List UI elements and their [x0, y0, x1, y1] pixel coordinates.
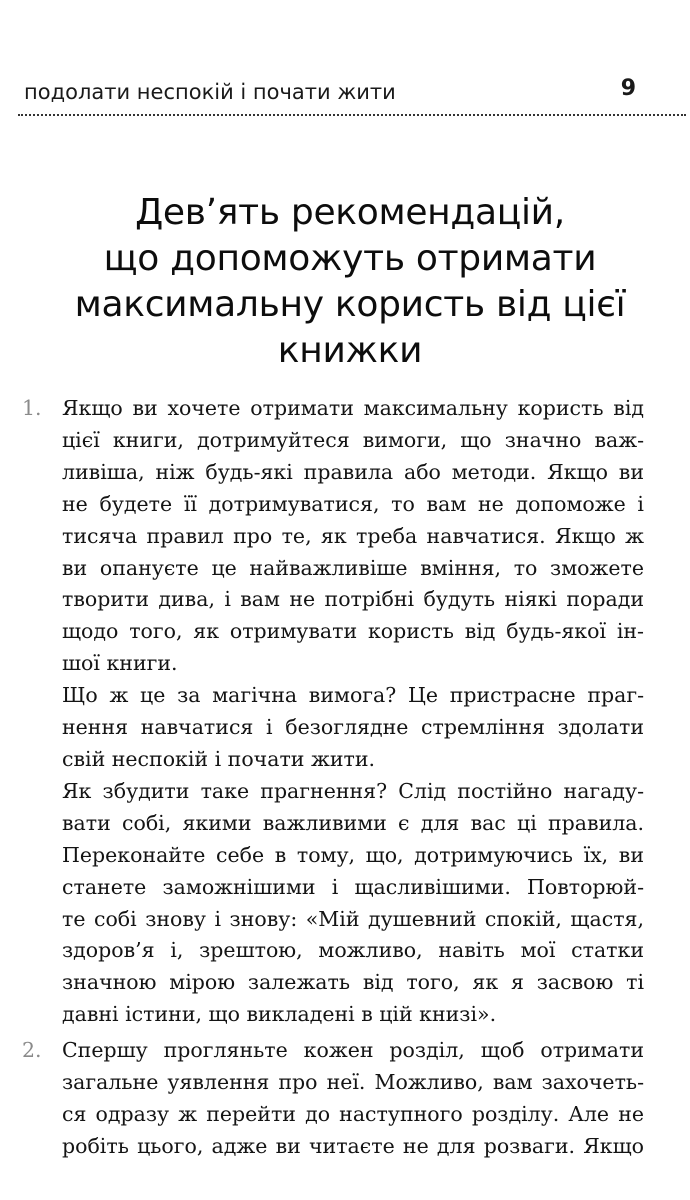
- text-line: вати собі, якими важливими є для вас ці правила.: [62, 810, 644, 835]
- chapter-title-line: книжки: [277, 330, 423, 371]
- text-line: здоров’я і, зрештою, можливо, навіть мої статки: [62, 938, 644, 963]
- text-line: ся одразу ж перейти до наступного розділу. Але не: [62, 1101, 644, 1126]
- text-line: Якщо ви хочете отримати максимальну користь від: [62, 396, 644, 420]
- text-line: цієї книги, дотримуйтеся вимоги, що значно важ-: [62, 427, 644, 452]
- text-line: станете заможнішими і щасливішими. Повторюй-: [62, 874, 644, 899]
- recommendation-item-1: [14, 393, 644, 1031]
- text-line: Що ж це за магічна вимога? Це пристрасне праг-: [62, 683, 644, 708]
- page-number: 9: [620, 76, 636, 101]
- body-text: [14, 393, 644, 1163]
- header-dotted-rule: [18, 114, 686, 116]
- text-line: ливіша, ніж будь-які правила або методи. Якщо ви: [62, 459, 644, 484]
- text-line: давні істини, що викладені в цій книзі».: [62, 1002, 497, 1027]
- text-line: щодо того, як отримувати користь від будь-якої ін-: [62, 619, 644, 644]
- text-line: ви опануєте це найважливіше вміння, то зможете: [62, 555, 644, 580]
- chapter-title-line: що допоможуть отримати: [103, 238, 597, 279]
- text-line: свій неспокій і почати жити.: [62, 746, 376, 771]
- text-line: робіть цього, адже ви читаєте не для розваги. Якщо: [62, 1133, 644, 1158]
- chapter-title-line: максимальну користь від цієї: [74, 284, 626, 325]
- text-line: Як збудити таке прагнення? Слід постійно нагаду-: [62, 778, 644, 803]
- text-line: те собі знову і знову: «Мій душевний спокій, щастя,: [62, 906, 644, 931]
- text-line: нення навчатися і безоглядне стремління здолати: [62, 715, 644, 740]
- item-number: 2.: [22, 1038, 42, 1063]
- text-line: тисяча правил про те, як треба навчатися. Якщо ж: [62, 523, 644, 548]
- text-line: Спершу прогляньте кожен розділ, щоб отримати: [62, 1038, 644, 1063]
- text-line: творити дива, і вам не потрібні будуть ніякі поради: [62, 587, 644, 612]
- chapter-title-line: Дев’ять рекомендацій,: [135, 192, 565, 233]
- running-title: подолати неспокій і почати жити: [24, 80, 396, 104]
- running-header: [18, 76, 670, 110]
- text-line: не будете її дотримуватися, то вам не допоможе і: [62, 491, 644, 516]
- text-line: Переконайте себе в тому, що, дотримуючись їх, ви: [62, 842, 644, 867]
- chapter-title: [30, 190, 670, 374]
- recommendation-item-2: [14, 1035, 644, 1163]
- text-line: шої книги.: [62, 651, 178, 676]
- item-number: 1.: [22, 396, 42, 420]
- text-line: загальне уявлення про неї. Можливо, вам захочеть-: [62, 1070, 644, 1095]
- text-line: значною мірою залежать від того, як я засвою ті: [62, 970, 644, 995]
